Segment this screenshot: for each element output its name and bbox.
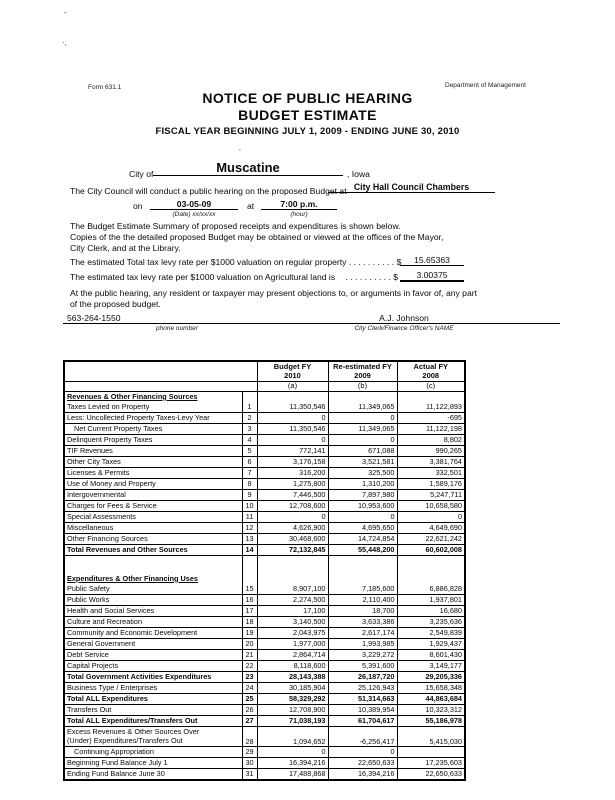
row-number: 4 [242, 435, 257, 446]
row-number: 14 [242, 545, 257, 556]
value-budget-fy2010 [257, 556, 328, 575]
value-actual-fy2008: 17,235,603 [397, 758, 465, 769]
table-row [64, 617, 465, 628]
objection-line-2: of the proposed budget. [70, 299, 161, 309]
row-label: TIF Revenues [64, 446, 242, 457]
value-budget-fy2010: 12,708,900 [257, 705, 328, 716]
row-number: 17 [242, 606, 257, 617]
table-row [64, 468, 465, 479]
value-budget-fy2010: 0 [257, 512, 328, 523]
value-reestimated-fy2009: 7,185,600 [328, 584, 397, 595]
page-title: NOTICE OF PUBLIC HEARING [202, 90, 413, 106]
levy-regular-value-field: 15.65363 [400, 255, 464, 266]
value-reestimated-fy2009: 18,700 [328, 606, 397, 617]
value-budget-fy2010: 3,176,158 [257, 457, 328, 468]
table-row [64, 705, 465, 716]
phone-number-value: 563-264-1550 [67, 313, 121, 323]
hearing-time-field: 7:00 p.m. [261, 199, 337, 210]
value-actual-fy2008: 55,186,978 [397, 716, 465, 727]
value-budget-fy2010: 316,200 [257, 468, 328, 479]
value-budget-fy2010: 12,708,600 [257, 501, 328, 512]
value-reestimated-fy2009: 7,897,980 [328, 490, 397, 501]
table-row [64, 402, 465, 413]
value-budget-fy2010: 58,329,292 [257, 694, 328, 705]
row-label: Total ALL Expenditures [64, 694, 242, 705]
row-label: Intergovernmental [64, 490, 242, 501]
value-budget-fy2010: 772,141 [257, 446, 328, 457]
row-label: Net Current Property Taxes [64, 424, 242, 435]
header-budget-fy2010-line1: Budget FY [273, 361, 312, 371]
table-row [64, 574, 465, 584]
value-budget-fy2010: 4,626,900 [257, 523, 328, 534]
value-budget-fy2010: 71,038,193 [257, 716, 328, 727]
table-row [64, 683, 465, 694]
value-actual-fy2008: 29,205,336 [397, 672, 465, 683]
row-label: Continuing Appropriation [64, 747, 242, 758]
table-row [64, 584, 465, 595]
value-budget-fy2010: 1,977,000 [257, 639, 328, 650]
summary-line-1: The Budget Estimate Summary of proposed receipts and expenditures is shown below. [70, 221, 401, 231]
value-budget-fy2010: 17,100 [257, 606, 328, 617]
row-number: 19 [242, 628, 257, 639]
row-number: 7 [242, 468, 257, 479]
value-reestimated-fy2009: 11,349,065 [328, 402, 397, 413]
value-budget-fy2010: 72,132,845 [257, 545, 328, 556]
value-reestimated-fy2009: 61,704,617 [328, 716, 397, 727]
row-number: 21 [242, 650, 257, 661]
row-number: 25 [242, 694, 257, 705]
row-number: 1 [242, 402, 257, 413]
state-label: , Iowa [347, 169, 370, 179]
row-number: 18 [242, 617, 257, 628]
header-empty-cell [64, 361, 257, 382]
date-caption: (Date) xx/xx/xx [172, 211, 216, 218]
row-number: 13 [242, 534, 257, 545]
row-label: Culture and Recreation [64, 617, 242, 628]
row-label [64, 574, 242, 584]
value-actual-fy2008: -695 [397, 413, 465, 424]
levy-regular-label: The estimated Total tax levy rate per $1000 valuation on regular property [70, 257, 347, 267]
section-header-label: Revenues & Other Financing Sources [67, 391, 198, 401]
value-actual-fy2008: 10,323,312 [397, 705, 465, 716]
value-actual-fy2008: 6,886,828 [397, 584, 465, 595]
column-letter-c: (c) [397, 382, 465, 392]
row-label: Debt Service [64, 650, 242, 661]
row-number: 3 [242, 424, 257, 435]
levy-ag-value-field: 3.00375 [400, 270, 464, 282]
table-row [64, 595, 465, 606]
objection-line-1: At the public hearing, any resident or taxpayer may present objections to, or arguments in favor of, any part [70, 288, 477, 298]
row-number: 15 [242, 584, 257, 595]
row-number: 28 [242, 727, 257, 747]
row-label: Other City Taxes [64, 457, 242, 468]
value-budget-fy2010: 0 [257, 435, 328, 446]
value-budget-fy2010: 17,488,868 [257, 769, 328, 781]
value-actual-fy2008: 11,122,198 [397, 424, 465, 435]
row-label: Health and Social Services [64, 606, 242, 617]
header-actual-fy2008 [397, 361, 465, 382]
value-actual-fy2008: 0 [397, 512, 465, 523]
value-actual-fy2008: 1,589,176 [397, 479, 465, 490]
value-budget-fy2010: 28,143,388 [257, 672, 328, 683]
value-actual-fy2008: 4,649,690 [397, 523, 465, 534]
clerk-name-field: A.J. Johnson [248, 313, 560, 324]
value-reestimated-fy2009: 0 [328, 413, 397, 424]
value-budget-fy2010: 30,468,600 [257, 534, 328, 545]
row-number: 12 [242, 523, 257, 534]
table-row [64, 716, 465, 727]
value-actual-fy2008: 5,415,030 [397, 727, 465, 747]
table-row [64, 392, 465, 403]
row-label: Total ALL Expenditures/Transfers Out [64, 716, 242, 727]
row-number [242, 556, 257, 575]
hearing-conduct-line: The City Council will conduct a public hearing on the proposed Budget at [70, 186, 347, 196]
row-number: 30 [242, 758, 257, 769]
value-budget-fy2010: 11,350,546 [257, 402, 328, 413]
row-label: Public Safety [64, 584, 242, 595]
row-label: Less: Uncollected Property Taxes-Levy Year [64, 413, 242, 424]
value-actual-fy2008: 1,929,437 [397, 639, 465, 650]
value-actual-fy2008: 11,122,893 [397, 402, 465, 413]
value-actual-fy2008 [397, 747, 465, 758]
row-number [242, 392, 257, 403]
value-budget-fy2010: 3,140,500 [257, 617, 328, 628]
on-label: on [133, 201, 143, 211]
column-letter-b: (b) [328, 382, 397, 392]
value-reestimated-fy2009: 3,521,581 [328, 457, 397, 468]
value-reestimated-fy2009: 10,953,600 [328, 501, 397, 512]
value-actual-fy2008: 5,247,711 [397, 490, 465, 501]
value-reestimated-fy2009 [328, 392, 397, 403]
value-reestimated-fy2009: 0 [328, 435, 397, 446]
row-label: Special Assessments [64, 512, 242, 523]
row-number: 23 [242, 672, 257, 683]
table-row [64, 639, 465, 650]
table-row [64, 435, 465, 446]
row-label: Excess Revenues & Other Sources Over (Under) Expenditures/Transfers Out [64, 727, 242, 747]
levy-ag-label: The estimated tax levy rate per $1000 valuation on Agricultural land is [70, 272, 336, 282]
value-budget-fy2010: 7,446,500 [257, 490, 328, 501]
value-actual-fy2008: 3,235,636 [397, 617, 465, 628]
row-label: Delinquent Property Taxes [64, 435, 242, 446]
value-budget-fy2010: 11,350,546 [257, 424, 328, 435]
row-label [64, 392, 242, 403]
table-row [64, 545, 465, 556]
table-row [64, 534, 465, 545]
value-reestimated-fy2009 [328, 574, 397, 584]
header-reestimated-fy2009-line2: 2009 [354, 370, 371, 380]
row-label: Community and Economic Development [64, 628, 242, 639]
row-label: Total Government Activities Expenditures [64, 672, 242, 683]
value-actual-fy2008 [397, 392, 465, 403]
summary-line-3: City Clerk, and at the Library. [70, 243, 181, 253]
row-number: 20 [242, 639, 257, 650]
row-number: 27 [242, 716, 257, 727]
row-number: 11 [242, 512, 257, 523]
value-budget-fy2010 [257, 574, 328, 584]
row-label: Taxes Levied on Property [64, 402, 242, 413]
value-reestimated-fy2009: 11,349,065 [328, 424, 397, 435]
table-row [64, 490, 465, 501]
value-reestimated-fy2009: 325,500 [328, 468, 397, 479]
table-header-row [64, 361, 465, 382]
table-row [64, 672, 465, 683]
table-row [64, 628, 465, 639]
value-reestimated-fy2009: -6,256,417 [328, 727, 397, 747]
levy-regular-dots: . . . . . . . . . . $ [348, 257, 402, 267]
row-number: 31 [242, 769, 257, 781]
value-reestimated-fy2009: 3,633,386 [328, 617, 397, 628]
value-reestimated-fy2009: 22,650,633 [328, 758, 397, 769]
value-actual-fy2008 [397, 556, 465, 575]
hearing-location-field: City Hall Council Chambers [328, 182, 495, 193]
row-number: 26 [242, 705, 257, 716]
row-label: Other Financing Sources [64, 534, 242, 545]
row-number [242, 574, 257, 584]
value-reestimated-fy2009: 1,310,200 [328, 479, 397, 490]
table-row [64, 758, 465, 769]
row-label: Capital Projects [64, 661, 242, 672]
value-reestimated-fy2009: 5,391,600 [328, 661, 397, 672]
department-label: Department of Management [445, 82, 526, 89]
row-number: 9 [242, 490, 257, 501]
table-row [64, 661, 465, 672]
value-actual-fy2008: 332,501 [397, 468, 465, 479]
table-row [64, 512, 465, 523]
scan-artifact-apostrophe: ’ [239, 148, 241, 157]
table-row [64, 479, 465, 490]
budget-estimate-table [63, 360, 466, 781]
value-actual-fy2008: 22,650,633 [397, 769, 465, 781]
row-label: Public Works [64, 595, 242, 606]
row-number: 2 [242, 413, 257, 424]
row-number: 29 [242, 747, 257, 758]
table-row [64, 747, 465, 758]
header-budget-fy2010-line2: 2010 [284, 370, 301, 380]
at-label: at [247, 201, 255, 211]
table-row [64, 606, 465, 617]
value-budget-fy2010: 0 [257, 747, 328, 758]
value-actual-fy2008: 3,149,177 [397, 661, 465, 672]
row-number: 10 [242, 501, 257, 512]
table-column-letters-row [64, 382, 465, 392]
value-budget-fy2010: 2,274,500 [257, 595, 328, 606]
levy-regular-text [70, 257, 401, 267]
table-row [64, 501, 465, 512]
value-budget-fy2010: 1,275,800 [257, 479, 328, 490]
row-label: General Government [64, 639, 242, 650]
table-row [64, 457, 465, 468]
city-of-label: City of [129, 169, 154, 179]
row-label: Transfers Out [64, 705, 242, 716]
value-reestimated-fy2009: 2,617,174 [328, 628, 397, 639]
value-budget-fy2010: 16,394,216 [257, 758, 328, 769]
form-number: Form 631.1 [88, 84, 122, 91]
table-row [64, 727, 465, 747]
value-actual-fy2008: 8,601,430 [397, 650, 465, 661]
header-reestimated-fy2009-line1: Re-estimated FY [333, 361, 392, 371]
table-row [64, 556, 465, 575]
row-label [64, 556, 242, 575]
value-actual-fy2008: 10,658,580 [397, 501, 465, 512]
hearing-date-field: 03-05-09 [150, 199, 238, 210]
value-reestimated-fy2009: 14,724,854 [328, 534, 397, 545]
row-label: Ending Fund Balance June 30 [64, 769, 242, 781]
value-actual-fy2008: 16,680 [397, 606, 465, 617]
value-reestimated-fy2009: 51,314,663 [328, 694, 397, 705]
row-number: 6 [242, 457, 257, 468]
row-label: Beginning Fund Balance July 1 [64, 758, 242, 769]
row-number: 8 [242, 479, 257, 490]
phone-number-caption: phone number [156, 325, 198, 332]
value-reestimated-fy2009: 671,088 [328, 446, 397, 457]
value-reestimated-fy2009: 0 [328, 747, 397, 758]
value-actual-fy2008: 22,621,242 [397, 534, 465, 545]
value-reestimated-fy2009: 16,394,216 [328, 769, 397, 781]
value-actual-fy2008 [397, 574, 465, 584]
row-label: Charges for Fees & Service [64, 501, 242, 512]
clerk-name-caption: City Clerk/Finance Officer's NAME [354, 325, 454, 332]
table-row [64, 769, 465, 781]
scan-artifact-dash: - [64, 8, 67, 17]
value-budget-fy2010 [257, 392, 328, 403]
value-actual-fy2008: 15,658,348 [397, 683, 465, 694]
value-budget-fy2010: 30,185,904 [257, 683, 328, 694]
levy-ag-dots: . . . . . . . . . . $ [345, 272, 399, 282]
value-actual-fy2008: 8,802 [397, 435, 465, 446]
table-row [64, 694, 465, 705]
letters-empty-cell [64, 382, 257, 392]
value-reestimated-fy2009: 1,993,985 [328, 639, 397, 650]
budget-table-body [64, 392, 465, 781]
value-reestimated-fy2009: 26,187,720 [328, 672, 397, 683]
value-actual-fy2008: 2,549,839 [397, 628, 465, 639]
page-subtitle-budget-estimate: BUDGET ESTIMATE [238, 107, 377, 123]
row-number: 5 [242, 446, 257, 457]
row-label: Licenses & Permits [64, 468, 242, 479]
value-actual-fy2008: 990,265 [397, 446, 465, 457]
hour-caption: (hour) [290, 211, 308, 218]
levy-ag-text [70, 272, 398, 282]
value-reestimated-fy2009: 3,229,272 [328, 650, 397, 661]
value-budget-fy2010: 2,043,975 [257, 628, 328, 639]
header-budget-fy2010 [257, 361, 328, 382]
table-row [64, 523, 465, 534]
city-name-field: Muscatine [153, 160, 343, 176]
value-budget-fy2010: 2,864,714 [257, 650, 328, 661]
row-number: 16 [242, 595, 257, 606]
value-reestimated-fy2009: 10,389,954 [328, 705, 397, 716]
value-budget-fy2010: 0 [257, 413, 328, 424]
value-reestimated-fy2009 [328, 556, 397, 575]
row-label: Miscellaneous [64, 523, 242, 534]
row-label: Use of Money and Property [64, 479, 242, 490]
value-reestimated-fy2009: 25,126,943 [328, 683, 397, 694]
table-row [64, 424, 465, 435]
row-label: Business Type / Enterprises [64, 683, 242, 694]
summary-line-2: Copies of the the detailed proposed Budget may be obtained or viewed at the offices of the Mayor, [70, 232, 444, 242]
table-row [64, 650, 465, 661]
fiscal-year-line: FISCAL YEAR BEGINNING JULY 1, 2009 - ENDING JUNE 30, 2010 [155, 126, 460, 137]
row-number: 22 [242, 661, 257, 672]
header-reestimated-fy2009 [328, 361, 397, 382]
value-reestimated-fy2009: 55,448,200 [328, 545, 397, 556]
row-number: 24 [242, 683, 257, 694]
value-actual-fy2008: 3,381,764 [397, 457, 465, 468]
value-actual-fy2008: 1,937,801 [397, 595, 465, 606]
value-reestimated-fy2009: 0 [328, 512, 397, 523]
value-budget-fy2010: 8,907,100 [257, 584, 328, 595]
row-label: Total Revenues and Other Sources [64, 545, 242, 556]
column-letter-a: (a) [257, 382, 328, 392]
section-header-label: Expenditures & Other Financing Uses [67, 574, 198, 583]
header-actual-fy2008-line2: 2008 [422, 370, 440, 380]
table-row [64, 446, 465, 457]
value-actual-fy2008: 44,863,684 [397, 694, 465, 705]
value-budget-fy2010: 8,118,600 [257, 661, 328, 672]
scan-artifact-dot: ·, [62, 38, 67, 47]
value-reestimated-fy2009: 4,695,650 [328, 523, 397, 534]
value-actual-fy2008: 60,602,008 [397, 545, 465, 556]
value-reestimated-fy2009: 2,110,400 [328, 595, 397, 606]
value-budget-fy2010: 1,094,652 [257, 727, 328, 747]
table-row [64, 413, 465, 424]
header-actual-fy2008-line1: Actual FY [413, 361, 449, 371]
